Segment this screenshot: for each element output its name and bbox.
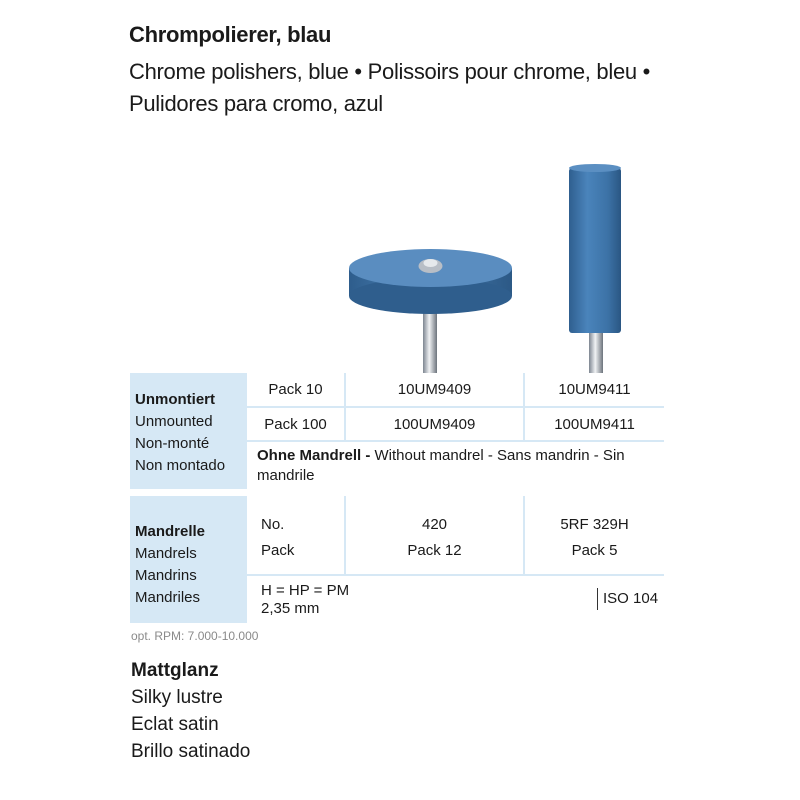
mandrels-label-de: Mandrelle	[135, 523, 206, 540]
shank-spec-line2: 2,35 mm	[261, 600, 320, 617]
without-mandrel-text: Without mandrel - Sans mandrin - Sin mandrile	[257, 447, 625, 484]
mandrels-label-fr: Mandrins	[135, 567, 197, 584]
mandrel-420-cell	[346, 496, 523, 574]
pack-100-cell: Pack 100	[247, 408, 344, 440]
unmounted-label	[135, 389, 225, 477]
unmounted-table	[130, 373, 664, 489]
disc-top	[349, 249, 512, 287]
mandrel-col-labels	[247, 496, 344, 574]
shank-spec-line1: H = HP = PM	[261, 582, 350, 599]
mandrel-5rf-cell	[525, 496, 664, 574]
disc-mandrel-shaft	[423, 290, 437, 373]
col-label-pack: Pack	[261, 542, 295, 559]
without-mandrel-bold: Ohne Mandrell -	[257, 447, 375, 464]
mandrels-label	[135, 521, 205, 609]
mandrel-5rf-no: 5RF 329H	[560, 516, 629, 533]
mandrels-table	[130, 496, 664, 623]
finish-fr: Eclat satin	[131, 714, 219, 735]
page-subtitle: Chrome polishers, blue • Polissoirs pour chrome, bleu • Pulidores para cromo, azul	[129, 59, 651, 116]
mandrel-420-no: 420	[421, 516, 448, 533]
pack-10-cell: Pack 10	[247, 373, 344, 406]
code-10um9409: 10UM9409	[346, 373, 523, 406]
code-100um9409: 100UM9409	[346, 408, 523, 440]
finish-es: Brillo satinado	[131, 741, 251, 762]
iso-standard: ISO 104	[603, 590, 659, 607]
mandrels-label-en: Mandrels	[135, 545, 197, 562]
iso-separator	[597, 588, 598, 610]
page-title: Chrompolierer, blau	[129, 22, 332, 47]
without-mandrel-note	[247, 442, 664, 489]
shank-spec	[261, 582, 349, 618]
col-label-no: No.	[261, 516, 285, 533]
mandrels-label-es: Mandriles	[135, 589, 201, 606]
mandrel-420-pack: Pack 12	[407, 542, 462, 559]
unmounted-label-de: Unmontiert	[135, 391, 215, 408]
mandrel-5rf-pack: Pack 5	[571, 542, 618, 559]
finish-en: Silky lustre	[131, 687, 223, 708]
disc-polisher	[349, 249, 512, 373]
disc-screw	[419, 259, 443, 273]
rpm-note: opt. RPM: 7.000-10.000	[131, 629, 259, 643]
code-10um9411: 10UM9411	[525, 373, 664, 406]
shank-row	[247, 576, 664, 623]
unmounted-label-en: Unmounted	[135, 413, 213, 430]
unmounted-label-fr: Non-monté	[135, 435, 210, 452]
finish-de: Mattglanz	[131, 660, 219, 681]
finish-block	[131, 657, 250, 765]
unmounted-label-es: Non montado	[135, 457, 226, 474]
cylinder-body	[569, 168, 621, 333]
cylinder-mandrel-shaft	[589, 325, 603, 373]
code-100um9411: 100UM9411	[525, 408, 664, 440]
cylinder-polisher	[569, 164, 621, 373]
disc-side	[349, 268, 512, 296]
